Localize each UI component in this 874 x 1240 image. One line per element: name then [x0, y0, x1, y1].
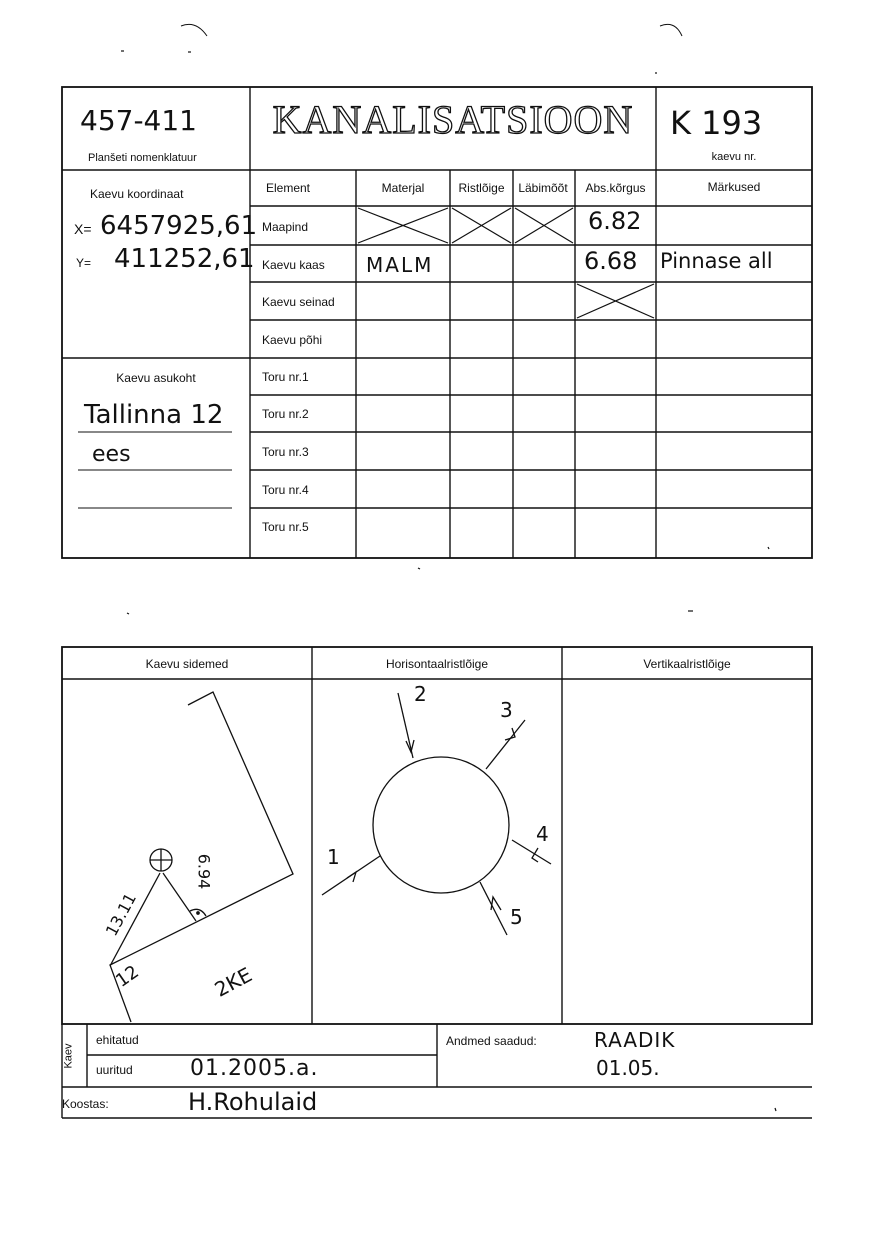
row-element: Toru nr.1 [262, 370, 309, 384]
pipe-label-4: 4 [536, 822, 549, 846]
pipe-label-1: 1 [327, 845, 340, 869]
compiled-value: H.Rohulaid [188, 1088, 318, 1116]
well-number-label: kaevu nr. [711, 151, 757, 163]
row-element: Maapind [262, 220, 309, 234]
map-sheet-label: Planšeti nomenklatuur [88, 152, 197, 164]
abs-height-cover: 6.68 [584, 247, 638, 275]
map-sheet-number: 457-411 [80, 104, 197, 137]
location-label: Kaevu asukoht [116, 371, 196, 385]
header-ristloige: Ristlõige [458, 181, 505, 195]
pipe-label-5: 5 [510, 905, 523, 929]
material-cover: MALM [366, 253, 434, 277]
row-element: Toru nr.2 [262, 407, 309, 421]
well-number: K 193 [670, 104, 763, 142]
header-labimoot: Läbimõõt [518, 181, 568, 195]
data-from-value: RAADIK [594, 1028, 676, 1052]
surveyed-value: 01.2005.a. [190, 1056, 319, 1081]
compiled-label: Koostas: [62, 1097, 109, 1111]
built-label: ehitatud [96, 1033, 139, 1047]
header-materjal: Materjal [381, 181, 425, 195]
distance-side-label: 13.11 [101, 889, 141, 940]
location-line-1: Tallinna 12 [84, 400, 224, 430]
y-coordinate: 411252,61 [114, 244, 255, 274]
corner-number-label: 12 [112, 961, 143, 992]
remarks-cover: Pinnase all [660, 249, 773, 273]
coordinates-label: Kaevu koordinaat [90, 187, 184, 201]
x-coordinate: 6457925,61 [100, 211, 258, 241]
surveyed-label: uuritud [96, 1063, 133, 1077]
well-side-label: Kaev [62, 1043, 75, 1069]
header-abs-korgus: Abs.kõrgus [585, 181, 646, 195]
row-element: Kaevu kaas [262, 258, 325, 272]
ties-header: Kaevu sidemed [145, 657, 229, 671]
row-element: Toru nr.5 [262, 520, 309, 534]
header-element: Element [265, 181, 311, 195]
building-label: 2KE [210, 962, 256, 1002]
horizontal-section-header: Horisontaalristlõige [385, 657, 489, 671]
abs-height-ground: 6.82 [588, 207, 642, 235]
form-title: KANALISATSIOON [272, 97, 634, 142]
row-element: Toru nr.4 [262, 483, 309, 497]
row-element: Kaevu seinad [262, 295, 335, 309]
y-prefix: Y= [76, 256, 92, 270]
row-element: Toru nr.3 [262, 445, 309, 459]
pipe-label-2: 2 [414, 682, 427, 706]
data-from-date: 01.05. [596, 1056, 660, 1080]
x-prefix: X= [74, 221, 92, 237]
pipe-label-3: 3 [500, 698, 513, 722]
row-element: Kaevu põhi [262, 333, 323, 347]
distance-perp-label: 6.94 [194, 853, 214, 890]
header-markused: Märkused [707, 180, 761, 194]
data-from-label: Andmed saadud: [446, 1034, 537, 1048]
vertical-section-header: Vertikaalristlõige [643, 657, 731, 671]
location-line-2: ees [92, 442, 131, 467]
